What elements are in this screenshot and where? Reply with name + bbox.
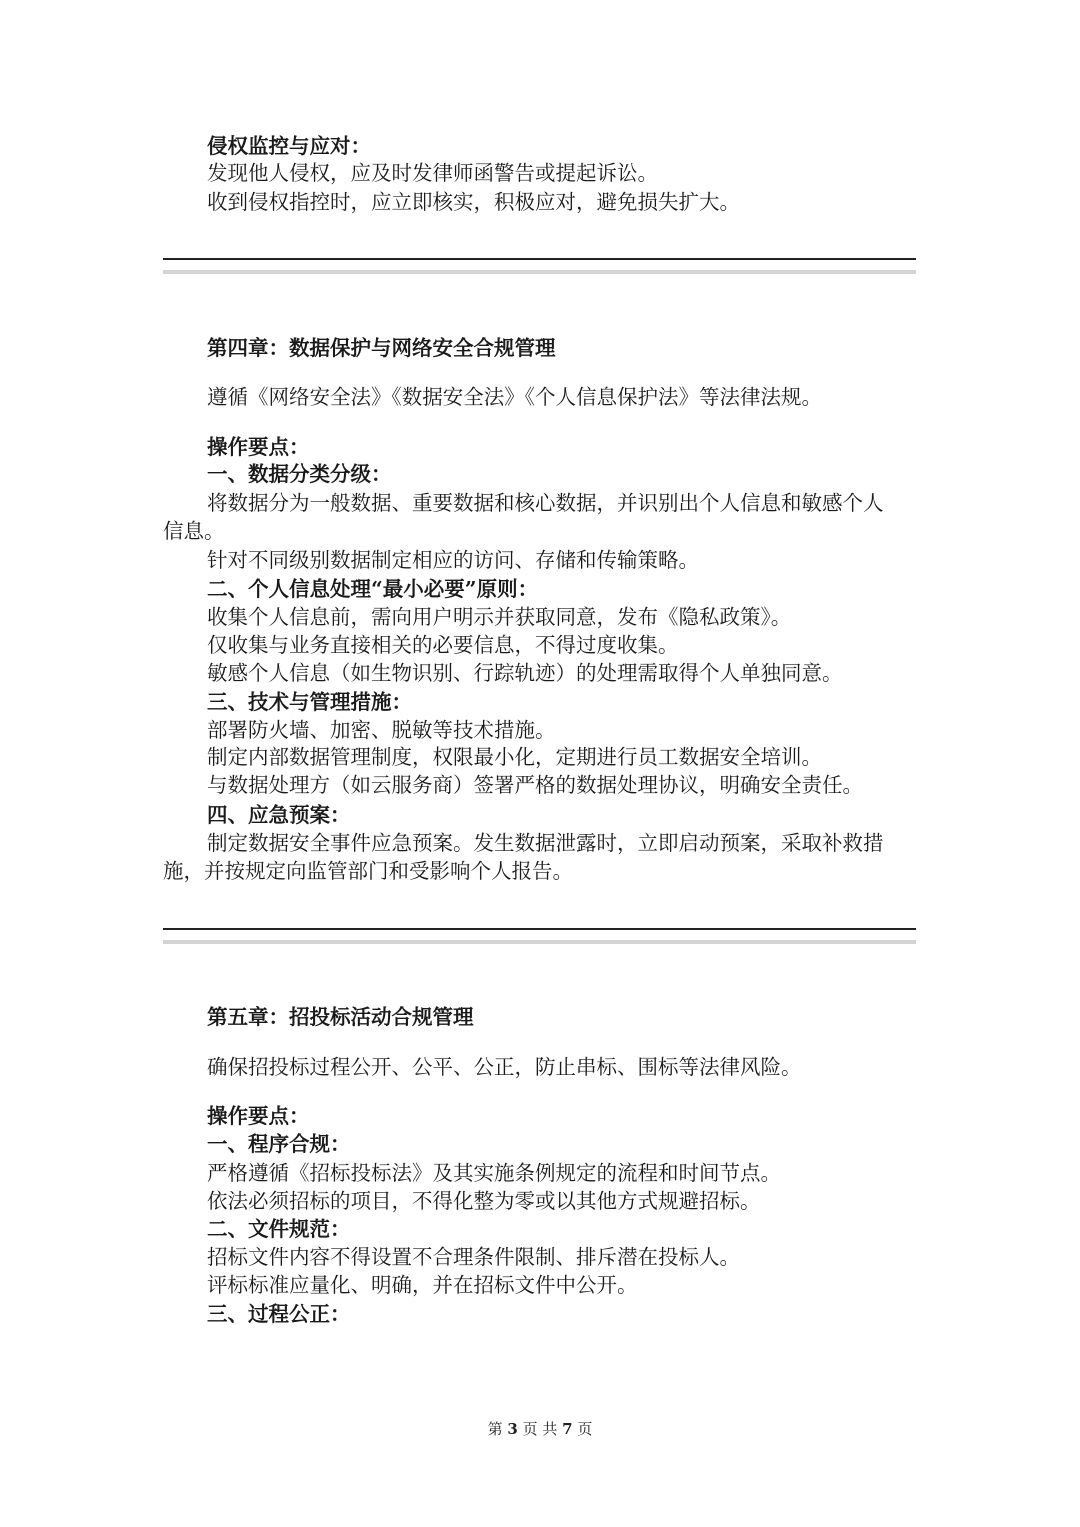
section-heading: 侵权监控与应对： <box>207 134 371 158</box>
section-divider <box>163 258 916 274</box>
chapter-intro: 遵循《网络安全法》《数据安全法》《个人信息保护法》等法律法规。 <box>207 385 822 409</box>
current-page-number: 3 <box>507 1420 518 1438</box>
subsection-heading: 三、技术与管理措施： <box>207 690 412 714</box>
subsection-heading: 二、文件规范： <box>207 1217 351 1241</box>
footer-label: 第 <box>487 1420 503 1438</box>
paragraph-line: 针对不同级别数据制定相应的访问、存储和传输策略。 <box>207 548 699 572</box>
key-points-heading: 操作要点： <box>207 435 310 459</box>
chapter-title: 第五章：招投标活动合规管理 <box>207 1005 474 1029</box>
paragraph-line: 将数据分为一般数据、重要数据和核心数据，并识别出个人信息和敏感个人 <box>207 491 884 515</box>
paragraph-line: 评标标准应量化、明确，并在招标文件中公开。 <box>207 1273 638 1297</box>
paragraph-line: 敏感个人信息（如生物识别、行踪轨迹）的处理需取得个人单独同意。 <box>207 661 843 685</box>
chapter-title: 第四章：数据保护与网络安全合规管理 <box>207 336 556 360</box>
paragraph-line: 制定数据安全事件应急预案。发生数据泄露时，立即启动预案，采取补救措 <box>207 831 884 855</box>
subsection-heading: 四、应急预案： <box>207 803 351 827</box>
paragraph-line: 仅收集与业务直接相关的必要信息，不得过度收集。 <box>207 633 679 657</box>
page-footer <box>0 1418 1080 1439</box>
paragraph-line: 信息。 <box>163 519 225 543</box>
paragraph-line: 与数据处理方（如云服务商）签署严格的数据处理协议，明确安全责任。 <box>207 773 863 797</box>
subsection-heading: 一、程序合规： <box>207 1132 351 1156</box>
subsection-heading: 二、个人信息处理“最小必要”原则： <box>207 577 539 601</box>
paragraph-line: 收到侵权指控时，应立即核实，积极应对，避免损失扩大。 <box>207 190 740 214</box>
paragraph-line: 制定内部数据管理制度，权限最小化，定期进行员工数据安全培训。 <box>207 745 822 769</box>
paragraph-line: 施，并按规定向监管部门和受影响个人报告。 <box>163 859 573 883</box>
chapter-intro: 确保招投标过程公开、公平、公正，防止串标、围标等法律风险。 <box>207 1055 802 1079</box>
subsection-heading: 一、数据分类分级： <box>207 462 392 486</box>
subsection-heading: 三、过程公正： <box>207 1302 351 1326</box>
paragraph-line: 部署防火墙、加密、脱敏等技术措施。 <box>207 718 556 742</box>
paragraph-line: 依法必须招标的项目，不得化整为零或以其他方式规避招标。 <box>207 1189 761 1213</box>
section-divider <box>163 928 916 944</box>
footer-label: 页 共 <box>522 1420 558 1438</box>
paragraph-line: 收集个人信息前，需向用户明示并获取同意，发布《隐私政策》。 <box>207 605 792 629</box>
key-points-heading: 操作要点： <box>207 1104 310 1128</box>
paragraph-line: 招标文件内容不得设置不合理条件限制、排斥潜在投标人。 <box>207 1245 740 1269</box>
total-pages-number: 7 <box>562 1420 573 1438</box>
paragraph-line: 严格遵循《招标投标法》及其实施条例规定的流程和时间节点。 <box>207 1161 781 1185</box>
paragraph-line: 发现他人侵权，应及时发律师函警告或提起诉讼。 <box>207 161 658 185</box>
footer-label: 页 <box>577 1420 593 1438</box>
